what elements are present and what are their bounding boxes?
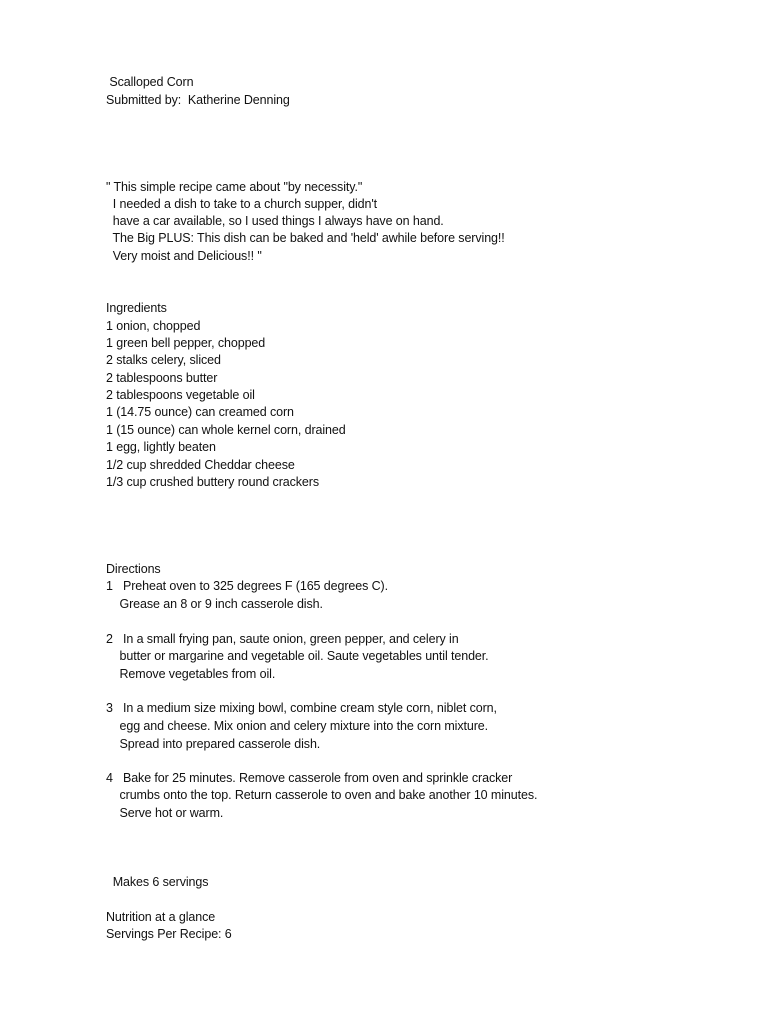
nutrition-heading: Nutrition at a glance: [106, 910, 216, 924]
description-line: have a car available, so I used things I always have on hand.: [106, 214, 444, 228]
direction-step-4: crumbs onto the top. Return casserole to oven and bake another 10 minutes.: [106, 788, 538, 802]
recipe-title: Scalloped Corn: [106, 75, 194, 89]
directions-heading: Directions: [106, 562, 161, 576]
ingredient-item: 2 tablespoons butter: [106, 371, 218, 385]
ingredient-item: 1 onion, chopped: [106, 319, 201, 333]
ingredients-heading: Ingredients: [106, 301, 167, 315]
ingredient-item: 1 (15 ounce) can whole kernel corn, drained: [106, 423, 346, 437]
ingredient-item: 1 egg, lightly beaten: [106, 440, 216, 454]
direction-step-1: Grease an 8 or 9 inch casserole dish.: [106, 597, 323, 611]
description-line: Very moist and Delicious!! ": [106, 249, 262, 263]
direction-step-3: egg and cheese. Mix onion and celery mixture into the corn mixture.: [106, 719, 488, 733]
nutrition-servings: Servings Per Recipe: 6: [106, 927, 232, 941]
ingredient-item: 1 green bell pepper, chopped: [106, 336, 266, 350]
direction-step-3: Spread into prepared casserole dish.: [106, 737, 321, 751]
recipe-yield: Makes 6 servings: [106, 875, 209, 889]
submitted-by: Submitted by: Katherine Denning: [106, 93, 290, 107]
direction-step-2: 2 In a small frying pan, saute onion, green pepper, and celery in: [106, 632, 459, 646]
description-line: I needed a dish to take to a church supper, didn't: [106, 197, 377, 211]
ingredient-item: 2 stalks celery, sliced: [106, 353, 221, 367]
direction-step-2: Remove vegetables from oil.: [106, 667, 276, 681]
direction-step-1: 1 Preheat oven to 325 degrees F (165 degrees C).: [106, 579, 388, 593]
ingredient-item: 2 tablespoons vegetable oil: [106, 388, 255, 402]
description-line: The Big PLUS: This dish can be baked and 'held' awhile before serving!!: [106, 231, 505, 245]
direction-step-2: butter or margarine and vegetable oil. Saute vegetables until tender.: [106, 649, 489, 663]
direction-step-4: 4 Bake for 25 minutes. Remove casserole from oven and sprinkle cracker: [106, 771, 513, 785]
ingredient-item: 1/2 cup shredded Cheddar cheese: [106, 458, 295, 472]
direction-step-3: 3 In a medium size mixing bowl, combine cream style corn, niblet corn,: [106, 701, 497, 715]
ingredient-item: 1/3 cup crushed buttery round crackers: [106, 475, 319, 489]
ingredient-item: 1 (14.75 ounce) can creamed corn: [106, 405, 294, 419]
description-line: " This simple recipe came about "by necessity.": [106, 180, 363, 194]
direction-step-4: Serve hot or warm.: [106, 806, 224, 820]
